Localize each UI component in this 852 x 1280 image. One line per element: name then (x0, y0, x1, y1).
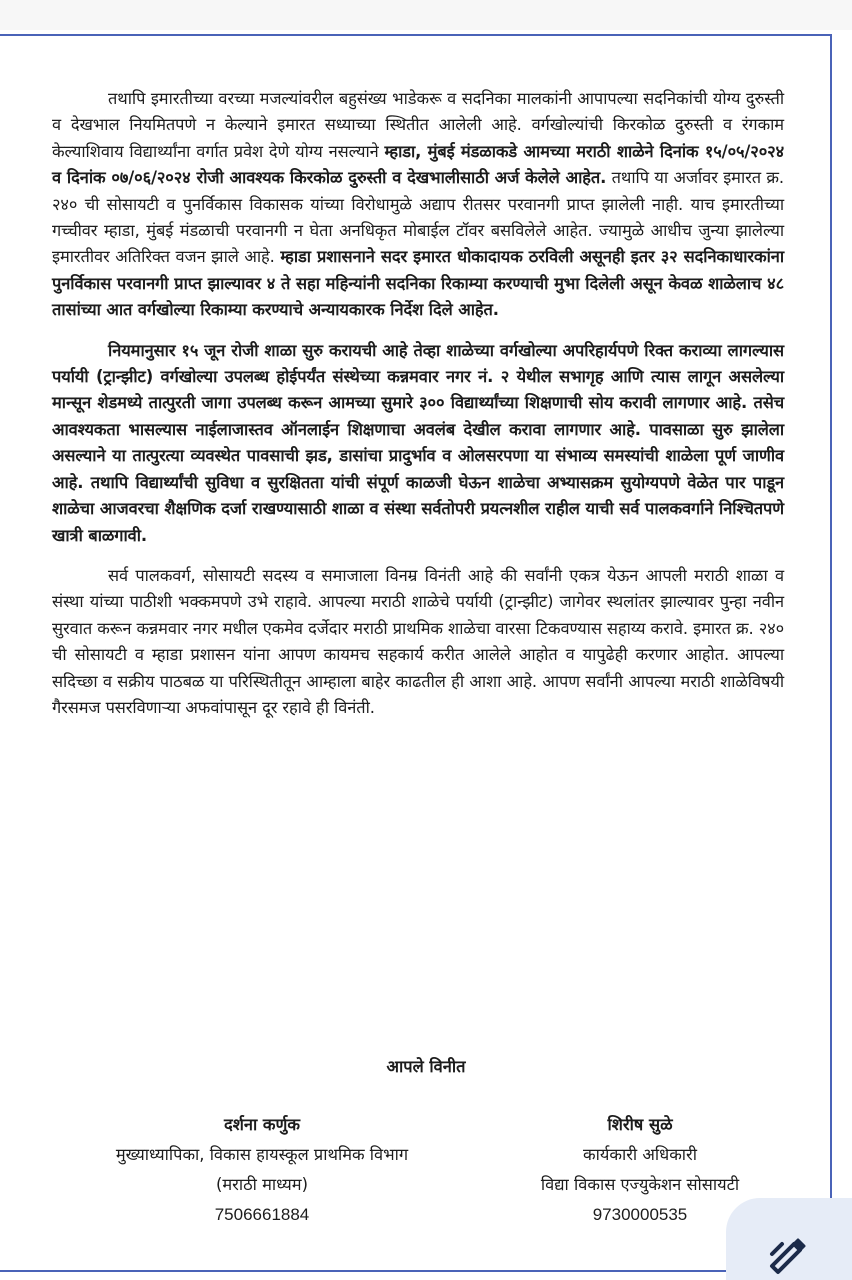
paragraph-3: सर्व पालकवर्ग, सोसायटी सदस्य व समाजाला विनम्र विनंती आहे की सर्वांनी एकत्र येऊन आपली मराठी शाळा व संस्था यांच्या पाठीशी भक्कमपणे उभे राहावे. आपल्या मराठी शाळेचे पर्यायी (ट्रान्झीट) जागेवर स्थलांतर झाल्यावर पुन्हा नवीन सुरवात करून कन्नमवार नगर मधील एकमेव दर्जेदार मराठी प्राथमिक शाळेचा वारसा टिकवण्यास सहाय्य करावे. इमारत क्र. २४० ची सोसायटी व म्हाडा प्रशासन यांना आपण कायमच सहकार्य करीत आलेले आहोत व यापुढेही करणार आहोत. आपल्या सदिच्छा व सक्रीय पाठबळ या परिस्थितीतून आम्हाला बाहेर काढतील ही आशा आहे. आपण सर्वांनी आपल्या मराठी शाळेविषयी गैरसमज पसरविणाऱ्या अफवांपासून दूर रहावे ही विनंती. (52, 565, 784, 717)
paragraph-1-bold-application: म्हाडा, मुंबई मंडळाकडे आमच्या मराठी शाळेने दिनांक १५/०५/२०२४ व दिनांक ०७/०६/२०२४ रोजी आवश्यक किरकोळ दुरुस्ती व देखभालीसाठी अर्ज केलेले आहेत. (52, 141, 784, 188)
edit-button[interactable] (726, 1198, 852, 1280)
letter-body (52, 86, 784, 721)
signatory-phone: 9730000535 (592, 1205, 688, 1224)
paragraph-1-bold-directive: म्हाडा प्रशासनाने सदर इमारत धोकादायक ठरविली असूनही इतर ३२ सदनिकाधारकांना पुनर्विकास परवानगी प्राप्त झाल्यावर ४ ते सहा महिन्यांनी सदनिका रिकाम्या करण्याची मुभा दिलेली असून केवळ शाळेलाच ४८ तासांच्या आत वर्गखोल्या रिकाम्या करण्याचे अन्यायकारक निर्देश दिले आहेत. (52, 247, 785, 320)
signatory-phone: 7506661884 (214, 1205, 310, 1224)
signatory-name: दर्शना कर्णुक (224, 1115, 300, 1134)
closing-salutation: आपले विनीत (386, 1057, 466, 1076)
paragraph-1-part-a: तथापि इमारतीच्या वरच्या मजल्यांवरील बहुसंख्य भाडेकरू व सदनिका मालकांनी आपापल्या सदनिकांची योग्य दुरुस्ती व देखभाल नियमितपणे न केल्याने इमारत सध्याच्या स्थितीत आलेली आहे. वर्गखोल्यांची किरकोळ दुरुस्ती व रंगकाम केल्याशिवाय विद्यार्थ्यांना वर्गात प्रवेश देणे योग्य नसल्याने (52, 89, 784, 161)
paragraph-2: नियमानुसार १५ जून रोजी शाळा सुरु करायची आहे तेव्हा शाळेच्या वर्गखोल्या अपरिहार्यपणे रिक्त कराव्या लागल्यास पर्यायी (ट्रान्झीट) वर्गखोल्या उपलब्ध होईपर्यंत संस्थेच्या कन्नमवार नगर नं. २ येथील सभागृह आणि त्यास लागून असलेल्या मान्सून शेडमध्ये तात्पुरती जागा उपलब्ध करून आमच्या सुमारे ३०० विद्यार्थ्यांच्या शिक्षणाची सोय करावी लागणार आहे. तसेच आवश्यकता भासल्यास नाईलाजास्तव ऑनलाईन शिक्षणाचा अवलंब देखील करावा लागणार आहे. पावसाळा सुरु झालेला असल्याने या तात्पुरत्या व्यवस्थेत पावसाची झड, डासांचा प्रादुर्भाव व ओलसरपणा या संभाव्य समस्यांची शाळेला पूर्ण जाणीव आहे. तथापि विद्यार्थ्यांची सुविधा व सुरक्षितता यांची संपूर्ण काळजी घेऊन शाळेचा अभ्यासक्रम सुयोग्यपणे वेळेत पार पाडून शाळेचा आजवरचा शैक्षणिक दर्जा राखण्यासाठी शाळा व संस्था सर्वतोपरी प्रयत्नशील राहील याची सर्व पालकवर्गाने निश्चितपणे खात्री बाळगावी. (52, 340, 784, 545)
signature-block-left (52, 1110, 472, 1230)
signatory-subtitle: विद्या विकास एज्युकेशन सोसायटी (540, 1175, 740, 1194)
signatory-title: कार्यकारी अधिकारी (583, 1145, 697, 1164)
paragraph-1 (52, 86, 784, 324)
signatory-title: मुख्याध्यापिका, विकास हायस्कूल प्राथमिक विभाग (115, 1145, 409, 1164)
signatory-subtitle: (मराठी माध्यम) (215, 1175, 309, 1194)
signatory-name: शिरीष सुळे (607, 1115, 673, 1134)
paragraph-1-part-c: तथापि या अर्जावर इमारत क्र. २४० ची सोसायटी व पुनर्विकास विकासक यांच्या विरोधामुळे अद्याप रीतसर परवानगी प्राप्त झालेली नाही. याच इमारतीच्या गच्चीवर म्हाडा, मुंबई मंडळाची परवानगी न घेता अनधिकृत मोबाईल टॉवर बसविलेले आहेत. ज्यामुळे आधीच जुन्या झालेल्या इमारतीवर अतिरिक्त वजन झाले आहे. (52, 168, 784, 267)
edit-pen-icon (768, 1236, 812, 1276)
top-strip (0, 0, 852, 30)
